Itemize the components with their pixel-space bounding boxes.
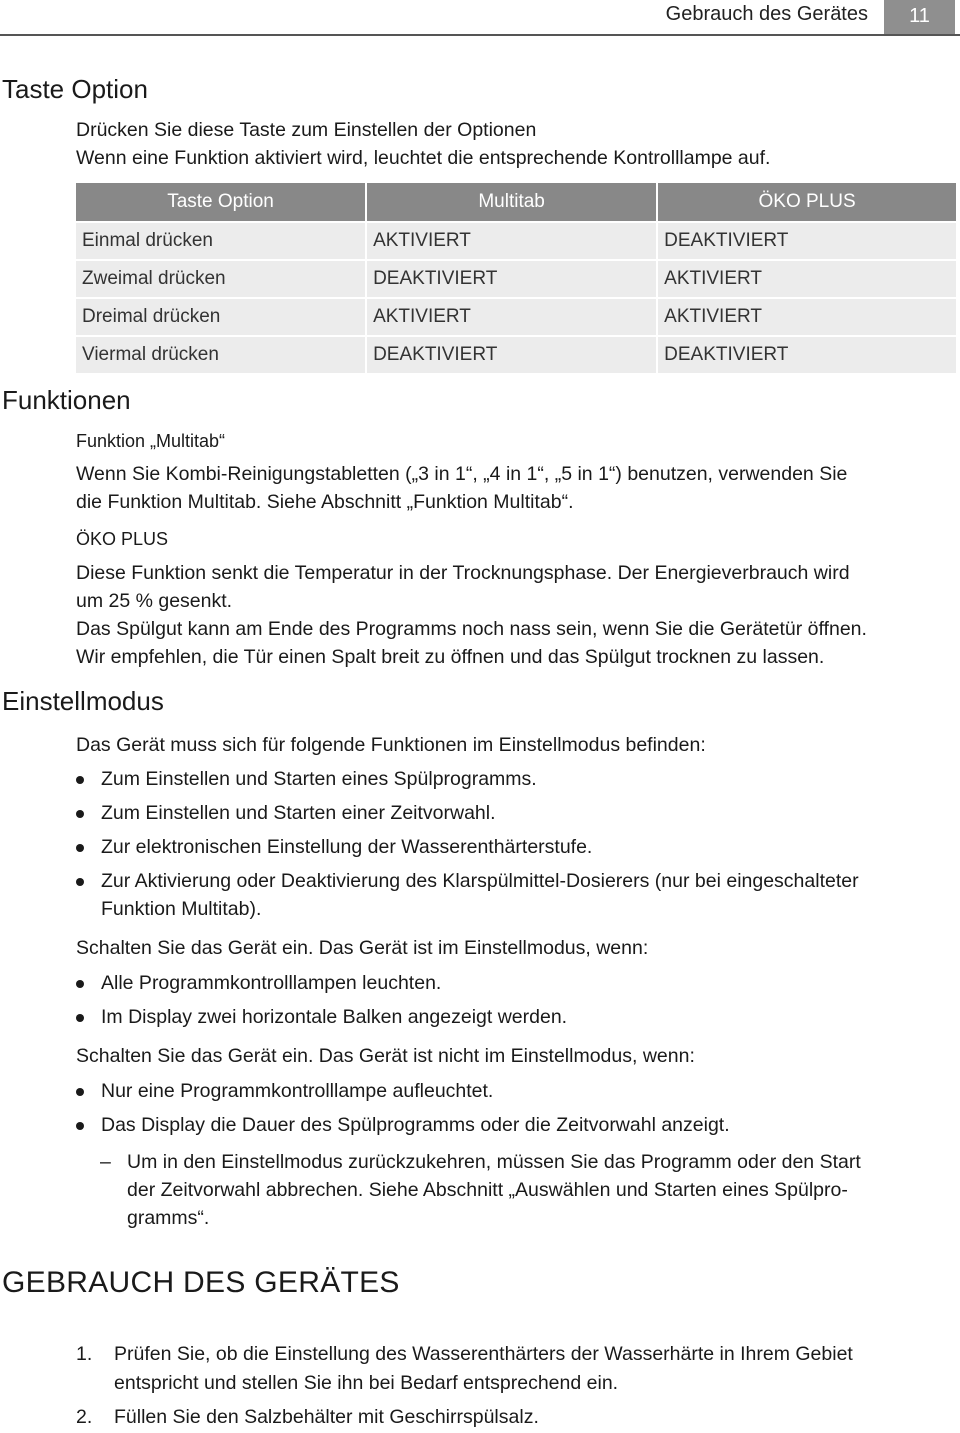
- list-item: Zur Aktivierung oder Deaktivierung des Klarspülmittel-Dosierers (nur bei eingeschalteter Funktion Multitab).: [76, 867, 859, 923]
- table-header-cell: Multitab: [367, 183, 656, 221]
- dash-item: [100, 1148, 861, 1232]
- table-header-row: [76, 183, 956, 221]
- step-number: 2.: [76, 1406, 93, 1428]
- table-cell: DEAKTIVIERT: [367, 337, 656, 373]
- not-mode-bullets: [76, 1077, 730, 1139]
- table-cell: DEAKTIVIERT: [658, 223, 956, 259]
- bullet-icon: [76, 810, 84, 818]
- list-item: Zum Einstellen und Starten einer Zeitvorwahl.: [76, 799, 859, 827]
- paragraph-line: Drücken Sie diese Taste zum Einstellen der Optionen: [76, 119, 537, 141]
- paragraph-line: Diese Funktion senkt die Temperatur in der Trocknungsphase. Der Energieverbrauch wird: [76, 562, 850, 584]
- bullet-icon: [76, 844, 84, 852]
- page-header: [0, 0, 960, 36]
- header-rule: [0, 34, 960, 36]
- subheading-multitab: Funktion „Multitab“: [76, 431, 226, 451]
- options-table: [74, 181, 958, 375]
- table-cell: Zweimal drücken: [76, 261, 365, 297]
- in-mode-intro: Schalten Sie das Gerät ein. Das Gerät ist im Einstellmodus, wenn:: [76, 937, 649, 959]
- bullet-icon: [76, 1088, 84, 1096]
- dash-text: Um in den Einstellmodus zurückzukehren, müssen Sie das Programm oder den Start der Zeitvorwahl abbrechen. Siehe Abschnitt „Auswählen und Starten eines Spülpro- gramms“.: [127, 1151, 861, 1229]
- einstellmodus-bullets: [76, 765, 859, 923]
- page-number: 11: [884, 0, 955, 34]
- list-item: Zum Einstellen und Starten eines Spülprogramms.: [76, 765, 859, 793]
- table-cell: AKTIVIERT: [367, 223, 656, 259]
- table-cell: AKTIVIERT: [658, 261, 956, 297]
- table-row: [76, 337, 956, 373]
- section-heading-einstellmodus: Einstellmodus: [2, 686, 164, 716]
- dash-marker: –: [100, 1151, 111, 1173]
- table-cell: Einmal drücken: [76, 223, 365, 259]
- bullet-icon: [76, 776, 84, 784]
- table-cell: DEAKTIVIERT: [658, 337, 956, 373]
- table-cell: Viermal drücken: [76, 337, 365, 373]
- table-row: [76, 261, 956, 297]
- list-item: Alle Programmkontrolllampen leuchten.: [76, 969, 567, 997]
- table-header-cell: Taste Option: [76, 183, 365, 221]
- section-heading-taste-option: Taste Option: [2, 74, 148, 104]
- list-item: Im Display zwei horizontale Balken angezeigt werden.: [76, 1003, 567, 1031]
- in-mode-bullets: [76, 969, 567, 1031]
- step-number: 1.: [76, 1343, 93, 1365]
- table-row: [76, 223, 956, 259]
- paragraph-line: um 25 % gesenkt.: [76, 590, 233, 612]
- list-item: Zur elektronischen Einstellung der Wasserenthärterstufe.: [76, 833, 859, 861]
- bullet-icon: [76, 1014, 84, 1022]
- taste-option-description: [76, 116, 770, 172]
- list-item: 2. Füllen Sie den Salzbehälter mit Geschirrspülsalz.: [76, 1403, 853, 1432]
- table-cell: AKTIVIERT: [367, 299, 656, 335]
- table-row: [76, 299, 956, 335]
- oeko-plus-description: [76, 559, 867, 671]
- table-cell: DEAKTIVIERT: [367, 261, 656, 297]
- bullet-icon: [76, 980, 84, 988]
- list-item: 1. Prüfen Sie, ob die Einstellung des Wasserenthärters der Wasserhärte in Ihrem Gebiet entspricht und stellen Sie ihn bei Bedarf entsprechend ein.: [76, 1340, 853, 1398]
- running-header-title: Gebrauch des Gerätes: [665, 3, 868, 25]
- section-heading-gebrauch: GEBRAUCH DES GERÄTES: [2, 1266, 400, 1299]
- table-cell: Dreimal drücken: [76, 299, 365, 335]
- not-mode-intro: Schalten Sie das Gerät ein. Das Gerät ist nicht im Einstellmodus, wenn:: [76, 1045, 695, 1067]
- table-header-cell: ÖKO PLUS: [658, 183, 956, 221]
- table-cell: AKTIVIERT: [658, 299, 956, 335]
- einstellmodus-intro: Das Gerät muss sich für folgende Funktionen im Einstellmodus befinden:: [76, 734, 706, 756]
- list-item: Das Display die Dauer des Spülprogramms oder die Zeitvorwahl anzeigt.: [76, 1111, 730, 1139]
- subheading-oeko-plus: ÖKO PLUS: [76, 529, 169, 549]
- paragraph-line: die Funktion Multitab. Siehe Abschnitt „Funktion Multitab“.: [76, 491, 574, 513]
- paragraph-line: Wenn eine Funktion aktiviert wird, leuchtet die entsprechende Kontrolllampe auf.: [76, 147, 771, 169]
- usage-steps: [76, 1340, 853, 1432]
- section-heading-funktionen: Funktionen: [2, 385, 131, 415]
- paragraph-line: Wenn Sie Kombi-Reinigungstabletten („3 in 1“, „4 in 1“, „5 in 1“) benutzen, verwenden Sie: [76, 463, 848, 485]
- multitab-description: [76, 460, 847, 516]
- paragraph-line: Das Spülgut kann am Ende des Programms noch nass sein, wenn Sie die Gerätetür öffnen.: [76, 618, 867, 640]
- list-item: Nur eine Programmkontrolllampe aufleuchtet.: [76, 1077, 730, 1105]
- paragraph-line: Wir empfehlen, die Tür einen Spalt breit zu öffnen und das Spülgut trocknen zu lassen.: [76, 646, 825, 668]
- bullet-icon: [76, 1122, 84, 1130]
- bullet-icon: [76, 878, 84, 886]
